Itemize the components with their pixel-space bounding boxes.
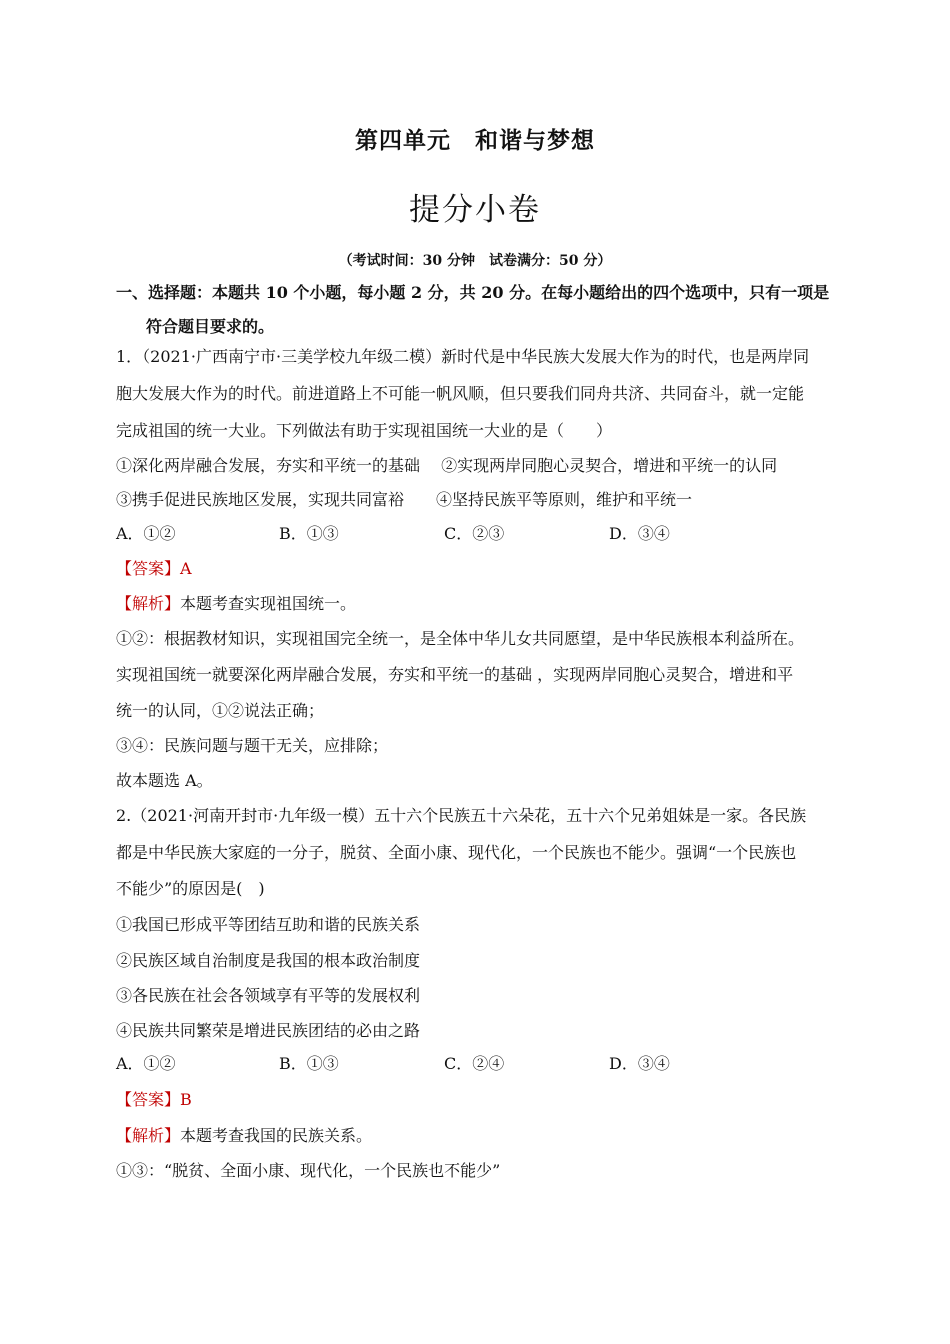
q1-answer	[116, 558, 192, 580]
q2-analysis-intro	[116, 1125, 372, 1147]
q1-option-c: C．②③	[444, 524, 505, 543]
answer-value: B	[180, 1090, 192, 1109]
q1-items-row: ①深化两岸融合发展，夯实和平统一的基础 ②实现两岸同胞心灵契合，增进和平统一的认同	[116, 456, 778, 475]
analysis-intro-text: 本题考查我国的民族关系。	[180, 1126, 373, 1145]
q2-stem-line: 不能少”的原因是( )	[116, 879, 265, 898]
q1-analysis-line: ③④：民族问题与题干无关，应排除；	[116, 736, 389, 755]
q2-option-c: C．②④	[444, 1054, 505, 1073]
analysis-intro-text: 本题考查实现祖国统一。	[180, 594, 357, 613]
exam-info: （考试时间：30 分钟 试卷满分：50 分）	[338, 253, 612, 269]
q1-option-d: D．③④	[609, 524, 670, 543]
q1-analysis-line: 实现祖国统一就要深化两岸融合发展，夯实和平统一的基础 ，实现两岸同胞心灵契合，增进和平	[116, 665, 794, 684]
analysis-tag: 【解析】	[116, 594, 181, 613]
q2-item: ④民族共同繁荣是增进民族团结的必由之路	[116, 1021, 421, 1040]
answer-value: A	[180, 559, 192, 578]
section-instruction-line: 符合题目要求的。	[146, 317, 275, 336]
q2-item: ③各民族在社会各领域享有平等的发展权利	[116, 986, 421, 1005]
q1-stem-line: 胞大发展大作为的时代。前进道路上不可能一帆风顺，但只要我们同舟共济、共同奋斗，就一定能	[116, 384, 805, 403]
q1-stem-line: 完成祖国的统一大业。下列做法有助于实现祖国统一大业的是（ ）	[116, 421, 613, 440]
q2-analysis-line: ①③：“脱贫、全面小康、现代化，一个民族也不能少”	[116, 1161, 501, 1180]
q1-items-row: ③携手促进民族地区发展，实现共同富裕 ④坚持民族平等原则，维护和平统一	[116, 490, 693, 509]
analysis-tag: 【解析】	[116, 1126, 181, 1145]
q2-option-a: A．①②	[116, 1054, 176, 1073]
q2-stem-line: 都是中华民族大家庭的一分子，脱贫、全面小康、现代化，一个民族也不能少。强调“一个民族也	[116, 843, 797, 862]
answer-tag: 【答案】	[116, 1090, 181, 1109]
q1-analysis-line: 统一的认同，①②说法正确；	[116, 701, 325, 720]
unit-title: 第四单元 和谐与梦想	[355, 128, 595, 154]
q2-stem-line: 2.（2021·河南开封市·九年级一模）五十六个民族五十六朵花，五十六个兄弟姐妹是一家。各民族	[116, 806, 807, 825]
q1-stem-line: 1．（2021·广西南宁市·三美学校九年级二模）新时代是中华民族大发展大作为的时代，也是两岸同	[116, 347, 810, 366]
q1-analysis-intro	[116, 593, 356, 615]
paper-subtitle: 提分小卷	[409, 192, 541, 228]
answer-tag: 【答案】	[116, 559, 181, 578]
q2-answer	[116, 1089, 192, 1111]
q1-option-b: B．①③	[279, 524, 339, 543]
q1-analysis-line: 故本题选 A。	[116, 771, 213, 790]
section-instruction	[116, 276, 836, 344]
q1-analysis-line: ①②：根据教材知识，实现祖国完全统一，是全体中华儿女共同愿望，是中华民族根本利益所在。	[116, 629, 805, 648]
q2-option-d: D．③④	[609, 1054, 670, 1073]
q2-item: ①我国已形成平等团结互助和谐的民族关系	[116, 915, 421, 934]
section-instruction-line: 一、选择题：本题共 10 个小题，每小题 2 分，共 20 分。在每小题给出的四个选项中，只有一项是	[116, 283, 830, 302]
q1-option-a: A．①②	[116, 524, 176, 543]
q2-option-b: B．①③	[279, 1054, 339, 1073]
q2-item: ②民族区域自治制度是我国的根本政治制度	[116, 951, 421, 970]
